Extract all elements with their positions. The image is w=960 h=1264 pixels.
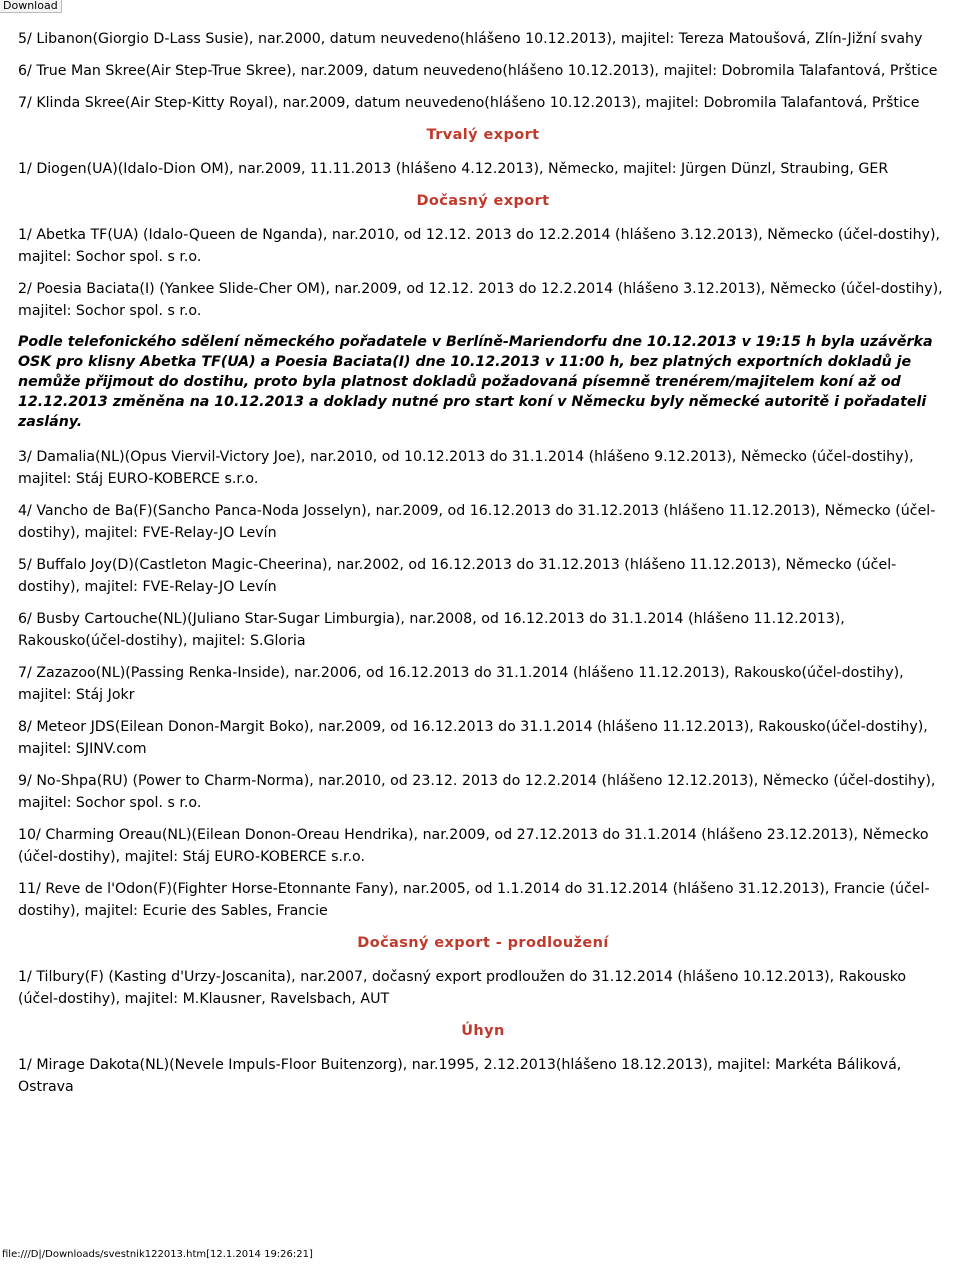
file-path-footer: file:///D|/Downloads/svestnik122013.htm[12.1.2014 19:26:21] xyxy=(2,1249,313,1260)
list-item: 3/ Damalia(NL)(Opus Viervil-Victory Joe), nar.2010, od 10.12.2013 do 31.1.2014 (hlášeno 9.12.2013), Německo (účel-dostihy), majitel: Stáj EURO-KOBERCE s.r.o. xyxy=(18,449,914,487)
section-heading-uhyn: Úhyn xyxy=(461,1023,505,1039)
list-item: 1/ Mirage Dakota(NL)(Nevele Impuls-Floor Buitenzorg), nar.1995, 2.12.2013(hlášeno 18.12.2013), majitel: Markéta Báliková, Ostrava xyxy=(18,1057,902,1095)
list-item: 5/ Libanon(Giorgio D-Lass Susie), nar.2000, datum neuvedeno(hlášeno 10.12.2013), majitel: Tereza Matoušová, Zlín-Jižní svahy xyxy=(18,31,923,47)
list-item: 11/ Reve de l'Odon(F)(Fighter Horse-Etonnante Fany), nar.2005, od 1.1.2014 do 31.12.2014 (hlášeno 31.12.2013), Francie (účel-dostihy), majitel: Ecurie des Sables, Francie xyxy=(18,881,930,919)
list-item: 6/ Busby Cartouche(NL)(Juliano Star-Sugar Limburgia), nar.2008, od 16.12.2013 do 31.1.2014 (hlášeno 11.12.2013), Rakousko(účel-dostihy), majitel: S.Gloria xyxy=(18,611,845,649)
list-item: 4/ Vancho de Ba(F)(Sancho Panca-Noda Josselyn), nar.2009, od 16.12.2013 do 31.12.2013 (hlášeno 11.12.2013), Německo (účel-dostihy), majitel: FVE-Relay-JO Levín xyxy=(18,503,936,541)
list-item: 7/ Zazazoo(NL)(Passing Renka-Inside), nar.2006, od 16.12.2013 do 31.1.2014 (hlášeno 11.12.2013), Rakousko(účel-dostihy), majitel: Stáj Jokr xyxy=(18,665,904,703)
list-item: 10/ Charming Oreau(NL)(Eilean Donon-Oreau Hendrika), nar.2009, od 27.12.2013 do 31.1.2014 (hlášeno 23.12.2013), Německo (účel-dostihy), majitel: Stáj EURO-KOBERCE s.r.o. xyxy=(18,827,929,865)
list-item: 1/ Diogen(UA)(Idalo-Dion OM), nar.2009, 11.11.2013 (hlášeno 4.12.2013), Německo, majitel: Jürgen Dünzl, Straubing, GER xyxy=(18,161,889,177)
section-heading-docasny-export: Dočasný export xyxy=(416,193,550,209)
download-button[interactable]: Download xyxy=(0,0,62,13)
list-item: 7/ Klinda Skree(Air Step-Kitty Royal), nar.2009, datum neuvedeno(hlášeno 10.12.2013), majitel: Dobromila Talafantová, Prštice xyxy=(18,95,920,111)
document-body xyxy=(18,28,948,1108)
section-heading-prodlouzeni: Dočasný export - prodloužení xyxy=(357,935,609,951)
list-item: 6/ True Man Skree(Air Step-True Skree), nar.2009, datum neuvedeno(hlášeno 10.12.2013), majitel: Dobromila Talafantová, Prštice xyxy=(18,63,938,79)
list-item: 2/ Poesia Baciata(I) (Yankee Slide-Cher OM), nar.2009, od 12.12. 2013 do 12.2.2014 (hlášeno 3.12.2013), Německo (účel-dostihy), majitel: Sochor spol. s r.o. xyxy=(18,281,943,319)
list-item: 9/ No-Shpa(RU) (Power to Charm-Norma), nar.2010, od 23.12. 2013 do 12.2.2014 (hlášeno 12.12.2013), Německo (účel-dostihy), majitel: Sochor spol. s r.o. xyxy=(18,773,936,811)
section-heading-trvaly-export: Trvalý export xyxy=(426,127,540,143)
list-item: 1/ Tilbury(F) (Kasting d'Urzy-Joscanita), nar.2007, dočasný export prodloužen do 31.12.2014 (hlášeno 10.12.2013), Rakousko (účel-dostihy), majitel: M.Klausner, Ravelsbach, AUT xyxy=(18,969,907,1007)
list-item: 8/ Meteor JDS(Eilean Donon-Margit Boko), nar.2009, od 16.12.2013 do 31.1.2014 (hlášeno 11.12.2013), Rakousko(účel-dostihy), majitel: SJINV.com xyxy=(18,719,928,757)
list-item: 5/ Buffalo Joy(D)(Castleton Magic-Cheerina), nar.2002, od 16.12.2013 do 31.12.2013 (hlášeno 11.12.2013), Německo (účel-dostihy), majitel: FVE-Relay-JO Levín xyxy=(18,557,897,595)
list-item: 1/ Abetka TF(UA) (Idalo-Queen de Nganda), nar.2010, od 12.12. 2013 do 12.2.2014 (hlášeno 3.12.2013), Německo (účel-dostihy), majitel: Sochor spol. s r.o. xyxy=(18,227,941,265)
notice-paragraph: Podle telefonického sdělení německého pořadatele v Berlíně-Mariendorfu dne 10.12.2013 v 19:15 h byla uzávěrka OSK pro klisny Abetka TF(UA) a Poesia Baciata(I) dne 10.12.2013 v 11:00 h, bez platných exportních dokladů je nemůže přijmout do dostihu, proto byla platnost dokladů požadovaná písemně trenérem/majitelem koní až od 12.12.2013 změněna na 10.12.2013 a doklady nutné pro start koní v Německu byly německé autoritě i pořadateli zaslány. xyxy=(18,334,933,430)
